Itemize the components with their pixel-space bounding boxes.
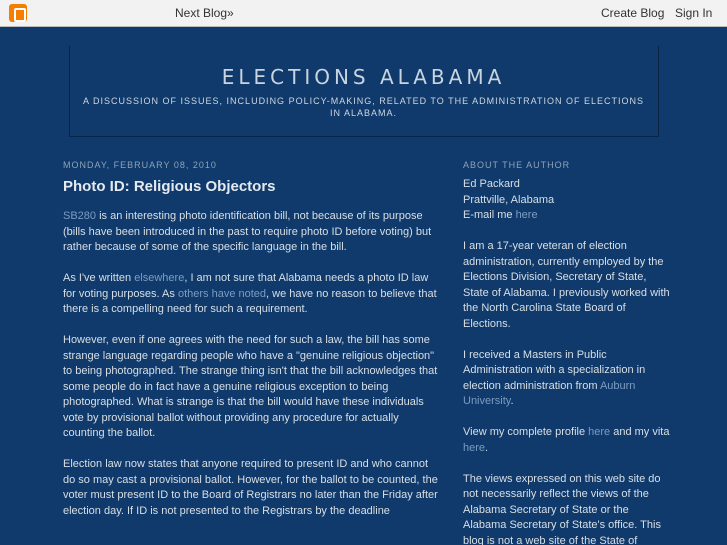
profile-text: View my complete profile <box>463 426 589 438</box>
next-blog-link[interactable]: Next Blog» <box>175 6 234 20</box>
author-bio-2 <box>463 348 673 410</box>
post-text: As I've written <box>63 272 135 284</box>
post-paragraph-2 <box>63 271 440 318</box>
author-info <box>463 177 673 224</box>
profile-text: . <box>485 441 489 454</box>
blogger-logo-icon[interactable] <box>9 4 27 22</box>
post-paragraph-3: However, even if one agrees with the need for such a law, the bill has some strange language regarding people who have a "genuine religious objection" to being photographed. The strange thing isn't that the bill acknowledges that some people do in fact have a genuine religious exception to being photographed. What is strange is that the bill would have these individuals vote by provisional ballot without providing any procedure for actually counting the ballot. <box>63 334 438 439</box>
others-have-noted-link[interactable]: others have noted <box>177 287 267 300</box>
profile-link[interactable]: here <box>588 426 611 438</box>
post-paragraph-1 <box>63 209 440 256</box>
post-text: is an interesting photo identification bill, not because of its purpose (bills have been introduced in the past to require photo ID before voting) but rather because of some of the specific language in the bill. <box>63 210 432 253</box>
post-paragraph-4: Election law now states that anyone required to present ID and who cannot do so may cast a provisional ballot. However, for the ballot to be counted, the voter must present ID to the Board of Registrars no later than the Friday after election day. If ID is not presented to the Registrars by the deadline <box>63 458 438 517</box>
about-author-section <box>463 177 673 545</box>
create-blog-link[interactable]: Create Blog <box>601 6 665 20</box>
blogger-navbar <box>0 0 727 27</box>
elsewhere-link[interactable]: elsewhere <box>134 272 185 284</box>
auburn-university-link[interactable]: Auburn University <box>463 379 636 407</box>
post-text: , I am not sure that Alabama needs a photo ID law for voting purposes. As <box>63 272 429 300</box>
post-body <box>63 209 440 535</box>
post-date: MONDAY, FEBRUARY 08, 2010 <box>63 160 217 170</box>
vita-link[interactable]: here <box>463 441 486 454</box>
author-bio-1: I am a 17-year veteran of election administration, currently employed by the Elections Division, Secretary of State, State of Alabama. I previously worked with the North Carolina State Board of Elections. <box>463 240 670 330</box>
post-title[interactable]: Photo ID: Religious Objectors <box>63 178 276 195</box>
header-frame <box>69 46 659 137</box>
bio-text: I received a Masters in Public Administration with a specialization in election administration from <box>463 348 646 392</box>
post-text: , we have no reason to believe that there is a compelling need for such a requirement. <box>63 287 437 315</box>
profile-text: and my vita <box>610 426 670 438</box>
sb280-link[interactable]: SB280 <box>63 210 97 222</box>
email-link[interactable]: here <box>515 209 538 221</box>
profile-links <box>463 425 673 456</box>
sign-in-link[interactable]: Sign In <box>675 6 713 20</box>
sidebar-heading: ABOUT THE AUTHOR <box>463 160 571 170</box>
blog-description: A DISCUSSION OF ISSUES, INCLUDING POLICY-MAKING, RELATED TO THE ADMINISTRATION OF ELECTIONS IN ALABAMA. <box>83 96 644 118</box>
disclaimer: The views expressed on this web site do not necessarily reflect the views of the Alabama Secretary of State or the Alabama Secretary of State's office. This blog is not a web site of the State of <box>463 472 661 545</box>
email-label: E-mail me <box>463 209 516 221</box>
author-name: Ed Packard <box>463 178 520 190</box>
header-divider <box>69 136 659 137</box>
author-location: Prattville, Alabama <box>463 193 555 206</box>
bio-text: . <box>510 395 514 407</box>
blog-title[interactable]: ELECTIONS ALABAMA <box>221 65 506 89</box>
